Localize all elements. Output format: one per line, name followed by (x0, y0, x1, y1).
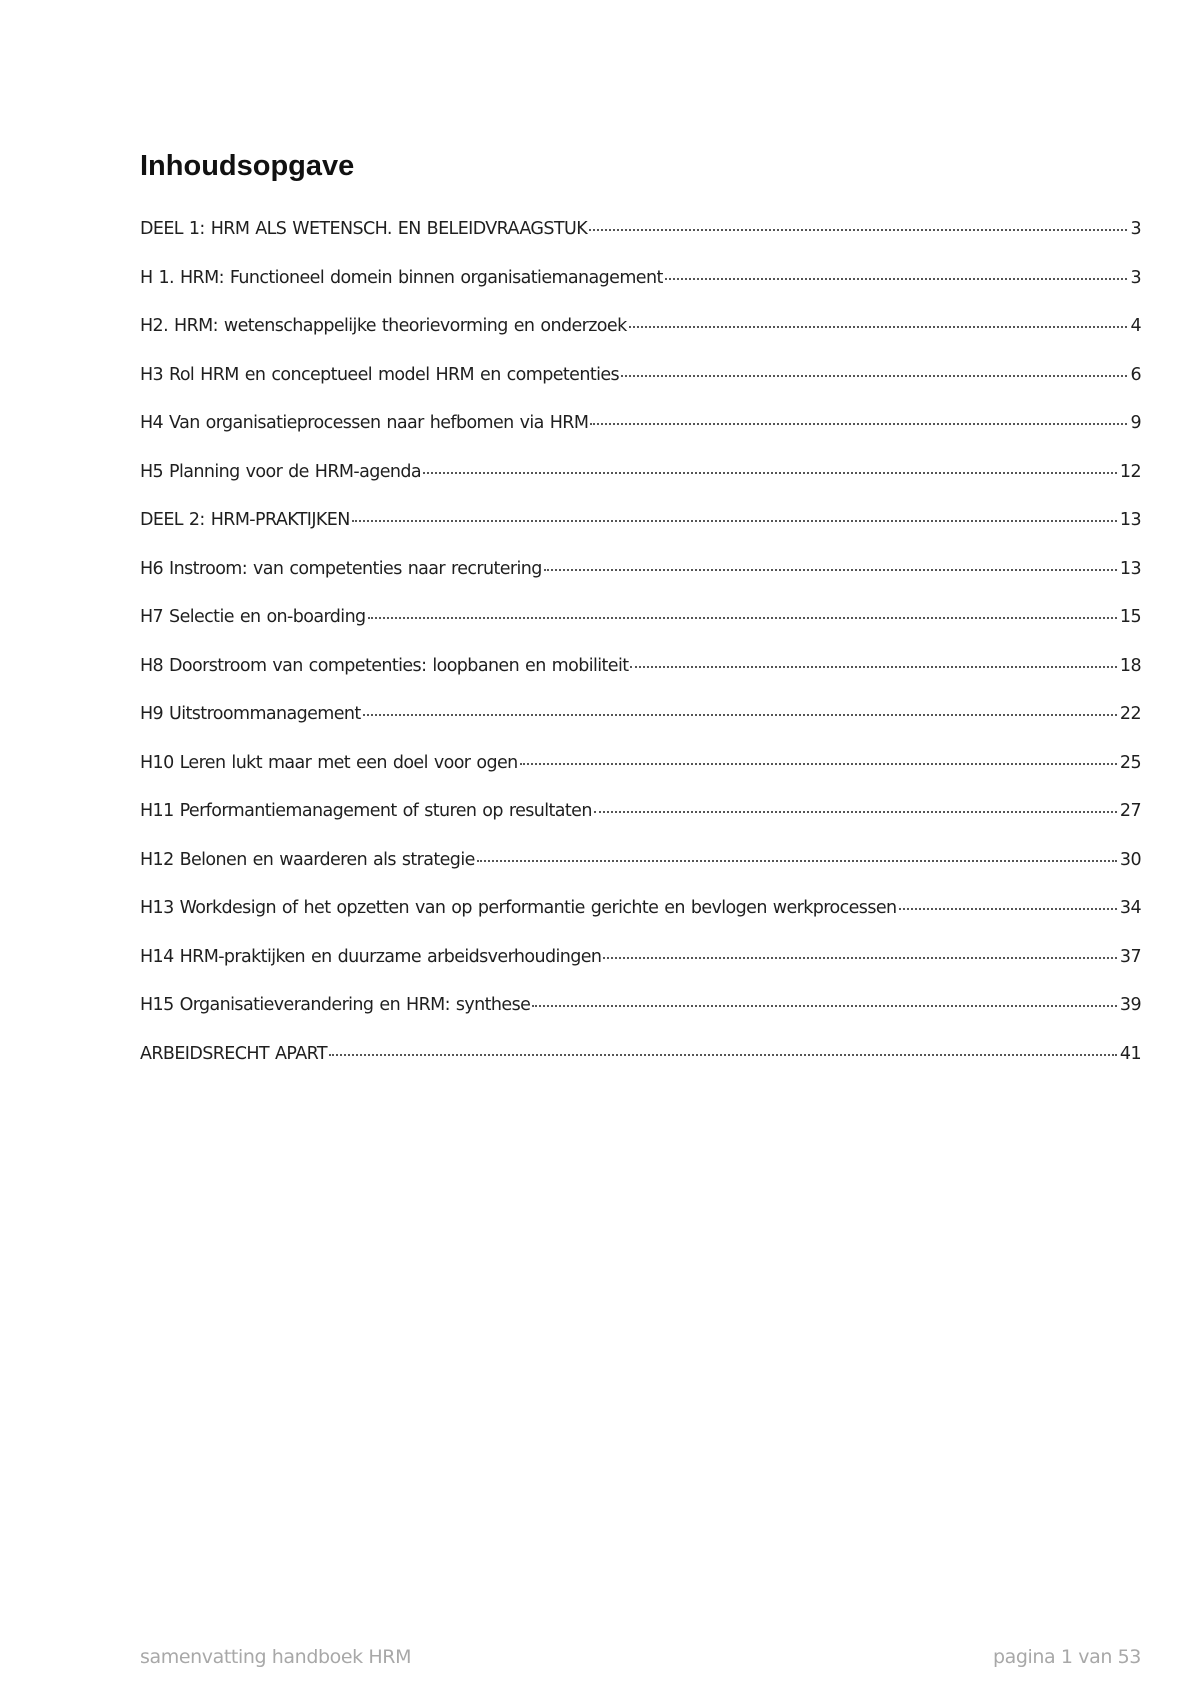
toc-entry-page: 30 (1119, 849, 1141, 870)
dot-leader (899, 907, 1117, 910)
toc-entry-label: H14 HRM-praktijken en duurzame arbeidsverhoudingen (140, 946, 602, 967)
dot-leader (329, 1053, 1117, 1056)
dot-leader (665, 277, 1128, 280)
toc-entry-label: H8 Doorstroom van competenties: loopbanen en mobiliteit (140, 655, 629, 676)
dot-leader (594, 810, 1117, 813)
toc-entry-label: DEEL 2: HRM-PRAKTIJKEN (140, 510, 350, 530)
toc-entry[interactable] (140, 462, 1141, 511)
toc-entry-page: 4 (1130, 316, 1141, 336)
page-title: Inhoudsopgave (140, 150, 355, 182)
toc-entry-label: H5 Planning voor de HRM-agenda (140, 461, 422, 482)
toc-entry-page: 25 (1119, 752, 1141, 773)
toc-entry-page: 34 (1119, 898, 1141, 918)
toc-entry-label: H7 Selectie en on-boarding (140, 607, 366, 627)
dot-leader (630, 665, 1116, 668)
toc-entry[interactable] (140, 704, 1141, 753)
toc-entry-label: ARBEIDSRECHT APART (140, 1043, 327, 1064)
toc-entry-page: 22 (1119, 704, 1141, 724)
table-of-contents (140, 219, 1141, 1092)
toc-entry-page: 9 (1130, 413, 1141, 433)
dot-leader (532, 1004, 1117, 1007)
toc-entry-page: 15 (1119, 607, 1141, 627)
toc-entry-label: H10 Leren lukt maar met een doel voor ogen (140, 752, 518, 773)
dot-leader (352, 519, 1117, 522)
toc-entry-label: H3 Rol HRM en conceptueel model HRM en competenties (140, 364, 620, 385)
dot-leader (477, 859, 1117, 862)
toc-entry[interactable] (140, 510, 1141, 559)
page-footer (140, 1646, 1141, 1668)
toc-entry[interactable] (140, 898, 1141, 947)
footer-document-title: samenvatting handboek HRM (140, 1646, 412, 1668)
toc-entry[interactable] (140, 1044, 1141, 1093)
dot-leader (544, 568, 1117, 571)
toc-entry-label: H 1. HRM: Functioneel domein binnen organisatiemanagement (140, 267, 663, 288)
toc-entry[interactable] (140, 850, 1141, 899)
toc-entry-page: 13 (1119, 510, 1141, 530)
toc-entry[interactable] (140, 607, 1141, 656)
toc-entry[interactable] (140, 365, 1141, 414)
toc-entry-page: 27 (1119, 801, 1141, 821)
toc-entry-page: 18 (1119, 655, 1141, 676)
toc-entry-label: H11 Performantiemanagement of sturen op resultaten (140, 801, 592, 821)
dot-leader (590, 422, 1127, 425)
toc-entry-page: 3 (1130, 267, 1141, 288)
toc-entry-page: 37 (1119, 946, 1141, 967)
toc-entry-label: H6 Instroom: van competenties naar recrutering (140, 558, 542, 579)
toc-entry-page: 41 (1119, 1043, 1141, 1064)
dot-leader (368, 616, 1117, 619)
toc-entry-label: DEEL 1: HRM ALS WETENSCH. EN BELEIDVRAAGSTUK (140, 219, 588, 239)
toc-entry-label: H2. HRM: wetenschappelijke theorievorming en onderzoek (140, 316, 627, 336)
dot-leader (423, 471, 1117, 474)
toc-entry-label: H15 Organisatieverandering en HRM: synthese (140, 995, 531, 1015)
toc-entry-page: 13 (1119, 558, 1141, 579)
dot-leader (520, 762, 1117, 765)
toc-entry[interactable] (140, 219, 1141, 268)
toc-entry-page: 39 (1119, 995, 1141, 1015)
dot-leader (363, 713, 1117, 716)
toc-entry-page: 3 (1130, 219, 1141, 239)
toc-entry-label: H4 Van organisatieprocessen naar hefbomen via HRM (140, 413, 589, 433)
toc-entry-label: H12 Belonen en waarderen als strategie (140, 849, 475, 870)
toc-entry[interactable] (140, 947, 1141, 996)
toc-entry[interactable] (140, 268, 1141, 317)
dot-leader (603, 956, 1117, 959)
dot-leader (621, 374, 1127, 377)
toc-entry[interactable] (140, 753, 1141, 802)
footer-page-number: pagina 1 van 53 (992, 1646, 1141, 1668)
toc-entry-label: H13 Workdesign of het opzetten van op performantie gerichte en bevlogen werkprocessen (140, 898, 897, 918)
toc-entry-page: 12 (1119, 461, 1141, 482)
toc-entry-label: H9 Uitstroommanagement (140, 704, 361, 724)
toc-entry[interactable] (140, 413, 1141, 462)
toc-entry[interactable] (140, 559, 1141, 608)
toc-entry[interactable] (140, 316, 1141, 365)
dot-leader (589, 228, 1127, 231)
toc-entry[interactable] (140, 995, 1141, 1044)
dot-leader (629, 325, 1128, 328)
toc-entry[interactable] (140, 656, 1141, 705)
toc-entry[interactable] (140, 801, 1141, 850)
toc-entry-page: 6 (1130, 364, 1141, 385)
